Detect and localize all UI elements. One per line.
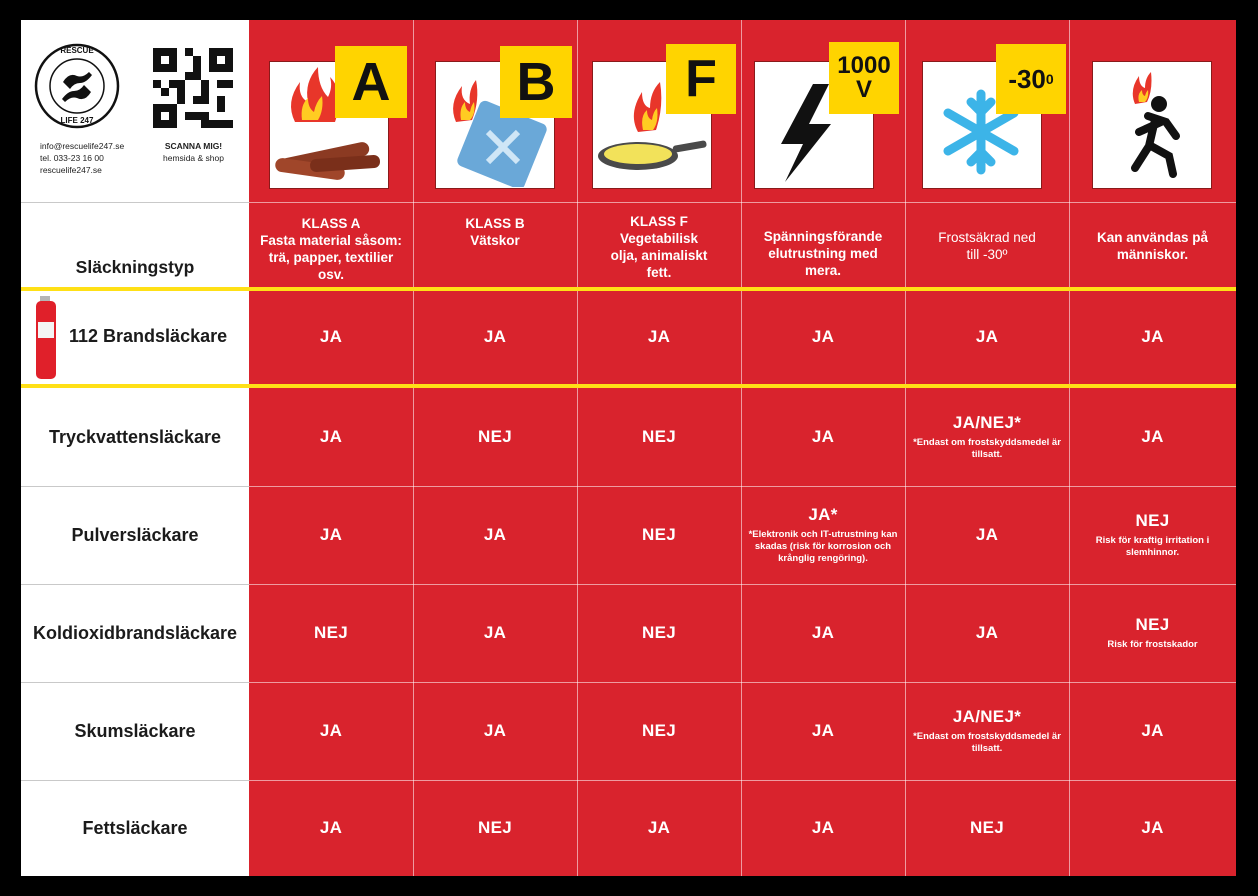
cell-pulver-class-b — [413, 486, 577, 584]
answer-value: JA — [483, 326, 507, 346]
logo-text-top: RESCUE — [60, 46, 94, 55]
cell-tryckvatten-frost — [905, 388, 1069, 486]
answer-note: *Elektronik och IT-utrustning kan skadas (risk för korrosion och krånglig rengöring). — [748, 529, 898, 564]
cell-koldioxid-electric — [741, 584, 905, 682]
cell-skum-electric — [741, 682, 905, 780]
extinguisher-112-image — [33, 296, 61, 380]
answer-value: JA* — [808, 505, 838, 524]
answer-value: NEJ — [970, 818, 1004, 837]
answer-value: JA — [1141, 721, 1164, 740]
scan-title: SCANNA MIG! — [164, 141, 223, 151]
answer-value: JA — [483, 721, 507, 740]
cell-tryckvatten-class-f — [577, 388, 741, 486]
answer-value: JA — [811, 721, 835, 740]
row-divider — [249, 202, 1236, 203]
cell-skum-class-b — [413, 682, 577, 780]
answer-value: JA — [319, 427, 343, 446]
row-label-fett: Fettsläckare — [82, 817, 188, 838]
row-label-pulver: Pulversläckare — [71, 524, 199, 545]
column-header-electric: Spänningsförande elutrustning med mera. — [763, 228, 883, 278]
answer-value: NEJ — [1135, 615, 1170, 634]
answer-value: NEJ — [642, 427, 676, 446]
class-f-badge: F — [666, 44, 736, 114]
phone-text: tel. 033-23 16 00 — [40, 153, 104, 163]
cell-112-class-b — [413, 289, 577, 384]
website-link[interactable]: rescuelife247.se — [40, 165, 102, 175]
answer-value: NEJ — [478, 427, 512, 446]
contact-info — [40, 140, 124, 176]
cell-tryckvatten-class-b — [413, 388, 577, 486]
row-divider — [21, 202, 249, 203]
cell-fett-electric — [741, 780, 905, 876]
scan-caption — [156, 140, 231, 164]
answer-value: JA — [1141, 427, 1164, 446]
cell-pulver-class-f — [577, 486, 741, 584]
column-header-frost: Frostsäkrad ned till -30º — [938, 230, 1036, 262]
cell-pulver-people — [1069, 486, 1236, 584]
logo-text-bottom: LIFE 247 — [60, 116, 94, 125]
voltage-unit: V — [855, 76, 872, 103]
answer-value: JA — [319, 326, 343, 346]
answer-value: JA/NEJ* — [952, 707, 1022, 726]
cell-112-class-a — [249, 289, 413, 384]
cell-112-class-f — [577, 289, 741, 384]
cell-fett-class-f — [577, 780, 741, 876]
cell-fett-class-b — [413, 780, 577, 876]
answer-value: JA/NEJ* — [952, 413, 1022, 432]
answer-note: *Endast om frostskyddsmedel är tillsatt. — [913, 731, 1061, 754]
column-header-people: Kan användas på människor. — [1096, 230, 1209, 262]
cell-pulver-class-a — [249, 486, 413, 584]
answer-note: Risk för frostskador — [1107, 639, 1198, 650]
cell-112-frost — [905, 289, 1069, 384]
answer-value: NEJ — [478, 818, 512, 837]
answer-value: NEJ — [1135, 511, 1170, 530]
column-header-class-f: KLASS F Vegetabilisk olja, animaliskt fett. — [610, 214, 708, 280]
cell-fett-frost — [905, 780, 1069, 876]
qr-code-icon[interactable] — [153, 48, 233, 128]
cell-skum-people — [1069, 682, 1236, 780]
answer-value: NEJ — [642, 721, 676, 740]
row-label-112: 112 Brandsläckare — [69, 326, 228, 346]
row-label-koldioxid: Koldioxidbrandsläckare — [32, 622, 238, 643]
answer-value: JA — [811, 623, 835, 642]
cell-koldioxid-class-b — [413, 584, 577, 682]
cell-112-people — [1069, 289, 1236, 384]
answer-value: NEJ — [642, 525, 676, 544]
answer-value: JA — [483, 525, 507, 544]
row-label-skum: Skumsläckare — [74, 720, 196, 741]
column-header-class-b: KLASS B Vätskor — [465, 216, 525, 248]
answer-note: Risk för kraftig irritation i slemhinnor. — [1095, 535, 1210, 558]
class-b-badge: B — [500, 46, 572, 118]
answer-value: JA — [319, 818, 343, 837]
cell-tryckvatten-people — [1069, 388, 1236, 486]
class-a-badge: A — [335, 46, 407, 118]
temperature-value: -30 — [1008, 63, 1046, 94]
cell-koldioxid-people — [1069, 584, 1236, 682]
answer-value: JA — [975, 525, 999, 544]
cell-pulver-electric — [741, 486, 905, 584]
person-icon — [1092, 61, 1212, 189]
answer-value: JA — [1141, 818, 1164, 837]
cell-tryckvatten-class-a — [249, 388, 413, 486]
answer-value: JA — [811, 326, 835, 346]
column-header-class-a: KLASS A Fasta material såsom: trä, papper, textilier osv. — [260, 216, 402, 282]
answer-value: JA — [975, 326, 999, 346]
answer-value: JA — [647, 818, 671, 837]
fire-extinguisher-chart — [21, 20, 1236, 876]
scan-subtitle: hemsida & shop — [163, 153, 224, 163]
answer-value: NEJ — [642, 623, 676, 642]
cell-pulver-frost — [905, 486, 1069, 584]
cell-koldioxid-class-a — [249, 584, 413, 682]
email-link[interactable]: info@rescuelife247.se — [40, 141, 125, 151]
cell-skum-class-a — [249, 682, 413, 780]
row-label-tryckvatten: Tryckvattensläckare — [48, 426, 222, 447]
answer-value: JA — [319, 721, 343, 740]
voltage-value: 1000 — [837, 52, 891, 79]
cell-skum-frost — [905, 682, 1069, 780]
answer-value: JA — [647, 326, 671, 346]
cell-fett-class-a — [249, 780, 413, 876]
cell-tryckvatten-electric — [741, 388, 905, 486]
answer-value: JA — [1141, 326, 1164, 346]
answer-value: JA — [975, 623, 999, 642]
answer-value: JA — [811, 427, 835, 446]
header-label: Släckningstyp — [75, 256, 195, 277]
answer-note: *Endast om frostskyddsmedel är tillsatt. — [913, 437, 1061, 460]
answer-value: JA — [811, 818, 835, 837]
answer-value: NEJ — [314, 623, 348, 642]
answer-value: JA — [319, 525, 343, 544]
temperature-badge — [996, 44, 1066, 114]
cell-112-electric — [741, 289, 905, 384]
cell-koldioxid-frost — [905, 584, 1069, 682]
cell-koldioxid-class-f — [577, 584, 741, 682]
temperature-sup: 0 — [1045, 71, 1054, 87]
cell-fett-people — [1069, 780, 1236, 876]
voltage-badge — [829, 42, 899, 114]
answer-value: JA — [483, 623, 507, 642]
cell-skum-class-f — [577, 682, 741, 780]
